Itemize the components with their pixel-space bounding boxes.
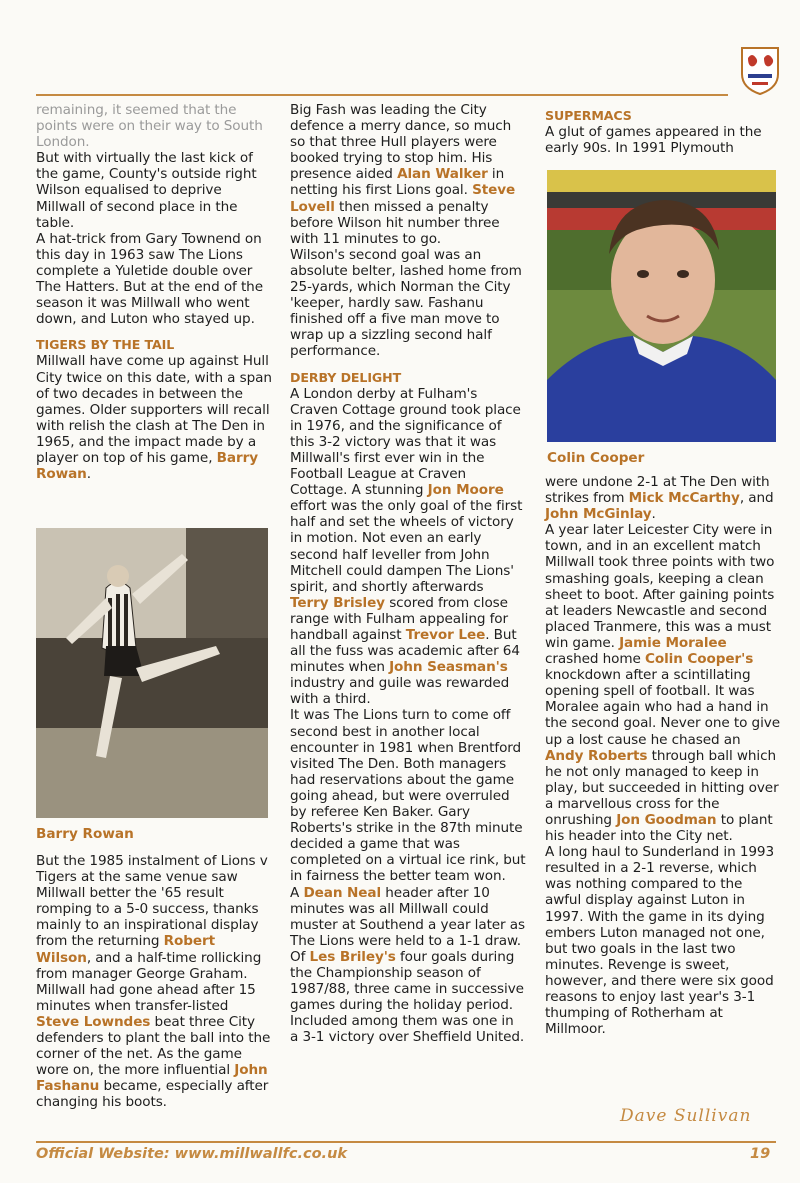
text: crashed home [545, 651, 641, 668]
text: header after 10 minutes was all Millwall could muster at Southend a year later as The Lions were held to a 1-1 draw. [290, 884, 525, 949]
player-name: Jon Goodman [616, 811, 717, 828]
player-name: Dean Neal [303, 884, 382, 901]
text: A London derby at Fulham's Craven Cottage ground took place in 1976, and the significance of this 3-2 victory was that it was Millwall's first ever win in the Football League at Craven Cottage. A stunning [290, 385, 521, 499]
photo-colin-cooper [547, 170, 776, 442]
column-1-continued [36, 853, 272, 1111]
section-heading-tigers: TIGERS BY THE TAIL [36, 337, 175, 353]
player-name: Steve Lowndes [36, 1013, 151, 1030]
club-crest-icon [738, 44, 782, 96]
text: industry and guile was rewarded with a third. [290, 675, 510, 708]
text: But the 1985 instalment of Lions v Tigers at the same venue saw Millwall better the '65 result romping to a 5-0 success, thanks mainly to an inspirational display from the returning [36, 853, 268, 950]
player-name: Robert Wilson [36, 933, 215, 966]
paragraph [290, 386, 526, 708]
paragraph: It was The Lions turn to come off second best in another local encounter in 1981 when Brentford visited The Den. Both managers had reservations about the game going ahead, but were overruled by referee Ken Baker. Gary Roberts's strike in the 87th minute decided a game that was completed on a virtual ice rink, but in fairness the better team won. [290, 707, 526, 885]
player-name: Alan Walker [397, 166, 488, 183]
player-name: Trevor Lee [405, 627, 486, 643]
player-name: Colin Cooper's [644, 651, 754, 668]
paragraph [545, 474, 781, 522]
text: to plant his header into the City net. [545, 811, 773, 845]
paragraph: But with virtually the last kick of the game, County's outside right Wilson equalised to deprive Millwall of second place in the table. [36, 150, 257, 231]
paragraph: A long haul to Sunderland in 1993 resulted in a 2-1 reverse, which was nothing compared to the awful display against Luton in 1997. With the game in its dying embers Luton managed not one, but two goals in the last two minutes. Revenge is sweet, however, and there were six good reasons to enjoy last year's 3-1 thumping of Rotherham at Millmoor. [545, 844, 775, 1038]
player-name: John Fashanu [36, 1062, 268, 1095]
player-name: Barry Rowan [36, 449, 258, 483]
text: . [651, 506, 656, 523]
text: became, especially after changing his boots. [36, 1078, 269, 1111]
photo-caption-barry-rowan: Barry Rowan [36, 826, 134, 842]
player-name: Terry Brisley [290, 594, 385, 611]
text: . But all the fuss was academic after 64 minutes when [290, 627, 520, 676]
text: through ball which he not only managed to keep in play, but succeeded in hitting over a marvellous cross for the onrushing [545, 747, 779, 828]
footer-rule [36, 1141, 776, 1143]
paragraph [290, 949, 526, 1046]
section-heading-derby: DERBY DELIGHT [290, 369, 402, 385]
text: Of [290, 948, 306, 965]
text: Big Fash was leading the City defence a merry dance, so much so that three Hull players were booked trying to stop him. His presence aided [290, 102, 512, 183]
text: Millwall have come up against Hull City twice on this date, with a span of two decades in between the games. Older supporters will recall with relish the clash at The Den in 1965, and the impact made by a player on top of his game, [36, 353, 272, 466]
text: knockdown after a scintillating opening spell of football. It was Moralee again who had a hand in the second goal. Never one to give up a lost cause he chased an [545, 667, 780, 748]
player-name: Les Briley's [309, 948, 396, 965]
player-name: John Seasman's [389, 659, 508, 676]
paragraph: Millwall have come up against Hull City twice on this date, with a span of two decades in between the games. Older supporters will recall with relish the clash at The Den in 1965, and the impact made by a player on top of his game, Barry Rowan. [36, 353, 272, 483]
paragraph: remaining, it seemed that the points were on their way to South London. [36, 102, 263, 151]
text: then missed a penalty before Wilson hit number three with 11 minutes to go. [290, 198, 500, 247]
column-1 [36, 102, 272, 482]
text: A [290, 884, 300, 901]
paragraph [545, 522, 781, 844]
player-name: Jon Moore [427, 482, 504, 499]
text: , and a half-time rollicking from manager George Graham. Millwall had gone ahead after 15 minutes when transfer-listed [36, 949, 262, 1014]
author-signature: Dave Sullivan [620, 1106, 752, 1126]
player-name: Steve Lovell [290, 182, 516, 215]
column-3-continued [545, 474, 781, 1037]
photo-caption-colin-cooper: Colin Cooper [547, 450, 645, 466]
photo-barry-rowan [36, 528, 268, 818]
paragraph: Wilson's second goal was an absolute belter, lashed home from 25-yards, which Norman the City 'keeper, hardly saw. Fashanu finished off a five man move to wrap up a sizzling second half performance. [290, 246, 522, 360]
paragraph [290, 885, 526, 949]
paragraph [290, 102, 526, 247]
column-2 [290, 102, 526, 1045]
text: in netting his first Lions goal. [290, 166, 505, 199]
text: beat three City defenders to plant the ball into the corner of the net. As the game wore on, the more influential [36, 1013, 271, 1079]
player-name: Andy Roberts [545, 747, 648, 764]
text: , and [739, 490, 774, 507]
player-name: Jamie Moralee [619, 634, 727, 651]
text: effort was the only goal of the first half and set the wheels of victory in motion. Not even an early second half leveller from John Mitchell could dampen The Lions' spirit, and shortly afterwards [290, 498, 523, 595]
player-name: Mick McCarthy [628, 490, 740, 507]
text: scored from close range with Fulham appealing for handball against [290, 594, 508, 643]
section-heading-supermacs: SUPERMACS [545, 108, 632, 123]
paragraph [36, 853, 272, 1111]
footer-website-link[interactable]: Official Website: www.millwallfc.co.uk [36, 1146, 348, 1162]
column-3 [545, 92, 781, 156]
player-name: John McGinlay [545, 506, 652, 523]
paragraph: A glut of games appeared in the early 90s. In 1991 Plymouth [545, 124, 762, 157]
text: A year later Leicester City were in town, and in an excellent match Millwall took three points with two smashing goals, keeping a clean sheet to boot. After gaining points at leaders Newcastle and second placed Tranmere, this was a must win game. [545, 522, 775, 651]
page-number: 19 [750, 1146, 771, 1162]
text: four goals during the Championship season of 1987/88, three came in successive games during the holiday period. Included among them was one in a 3-1 victory over Sheffield United. [290, 948, 525, 1046]
text: were undone 2-1 at The Den with strikes from [545, 474, 770, 507]
paragraph: A hat-trick from Gary Townend on this day in 1963 saw The Lions complete a Yuletide double over The Hatters. But at the end of the season it was Millwall who went down, and Luton who stayed up. [36, 230, 263, 328]
